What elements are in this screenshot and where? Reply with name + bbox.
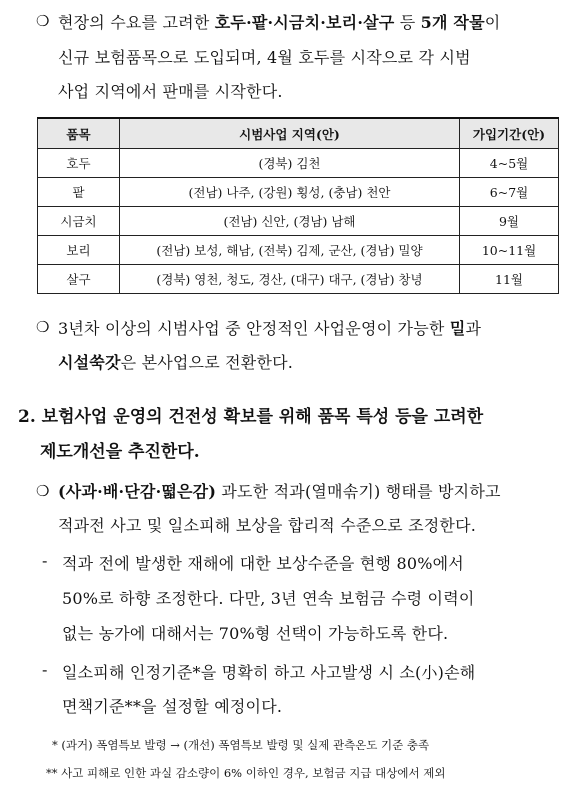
pilot-region-table [37,117,559,294]
dash-item-2-line-1: 일소피해 인정기준*을 명확히 하고 사고발생 시 소(小)손해 [62,663,476,682]
crop-count-bold: 5개 작물 [420,13,485,32]
footnote-2: ** 사고 피해로 인한 과실 감소량이 6% 이하인 경우, 보험금 지급 대상에서 제외 [46,766,446,780]
cell-crop: 살구 [38,265,120,294]
text-segment: 이 [484,13,501,32]
paragraph-1-line-3: 사업 지역에서 판매를 시작한다. [58,82,283,101]
bullet-icon: ❍ [36,482,50,500]
table-header-row [38,118,559,149]
bullet-icon: ❍ [36,12,50,30]
bullet-icon: ❍ [36,318,50,336]
table-row [38,236,559,265]
dash-item-2-line-2: 면책기준**을 설정할 예정이다. [62,697,283,716]
cell-period: 4~5월 [460,149,559,178]
section-2-heading-line-2: 제도개선을 추진한다. [40,442,200,462]
table-row [38,178,559,207]
paragraph-1-line-1 [58,10,500,33]
dash-marker: - [42,551,48,570]
header-crop: 품목 [38,118,120,149]
cell-region: (경북) 김천 [120,149,460,178]
header-region: 시범사업 지역(안) [120,118,460,149]
fruit-list-bold: (사과·배·단감·떫은감) [58,482,217,501]
text-segment: 은 본사업으로 전환한다. [120,353,294,372]
dash-item-1-line-2: 50%로 하향 조정한다. 다만, 3년 연속 보험금 수령 이력이 [62,589,475,608]
cell-period: 6~7월 [460,178,559,207]
paragraph-3-line-1 [58,479,501,502]
dash-item-1-line-1: 적과 전에 발생한 재해에 대한 보상수준을 현행 80%에서 [62,554,464,573]
footnote-1: * (과거) 폭염특보 발령 → (개선) 폭염특보 발령 및 실제 관측온도 기준 충족 [52,738,430,752]
text-segment: 3년차 이상의 시범사업 중 안정적인 사업운영이 가능한 [58,319,450,338]
table-row [38,207,559,236]
section-2-heading-line-1: 2. 보험사업 운영의 건전성 확보를 위해 품목 특성 등을 고려한 [18,407,484,427]
cell-region: (전남) 보성, 해남, (전북) 김제, 군산, (경남) 밀양 [120,236,460,265]
header-period: 가입기간(안) [460,118,559,149]
crop-garland-chrysanthemum-bold: 시설쑥갓 [58,353,121,372]
dash-item-1-line-3: 없는 농가에 대해서는 70%형 선택이 가능하도록 한다. [62,624,449,643]
text-segment: 과도한 적과(열매솎기) 행태를 방지하고 [216,482,501,501]
paragraph-2-line-2 [58,350,293,373]
paragraph-3-line-2: 적과전 사고 및 일소피해 보상을 합리적 수준으로 조정한다. [58,516,477,535]
dash-marker: - [42,660,48,679]
cell-region: (경북) 영천, 청도, 경산, (대구) 대구, (경남) 창녕 [120,265,460,294]
text-segment: 과 [465,319,482,338]
crop-list-bold: 호두·팥·시금치·보리·살구 [214,13,395,32]
cell-crop: 팥 [38,178,120,207]
cell-crop: 시금치 [38,207,120,236]
cell-crop: 호두 [38,149,120,178]
paragraph-1-line-2: 신규 보험품목으로 도입되며, 4월 호두를 시작으로 각 시범 [58,48,471,67]
cell-period: 10~11월 [460,236,559,265]
cell-region: (전남) 신안, (경남) 남해 [120,207,460,236]
text-segment: 등 [394,13,421,32]
cell-crop: 보리 [38,236,120,265]
cell-region: (전남) 나주, (강원) 횡성, (충남) 천안 [120,178,460,207]
cell-period: 11월 [460,265,559,294]
text-segment: 현장의 수요를 고려한 [58,13,215,32]
crop-wheat-bold: 밀 [449,319,466,338]
cell-period: 9월 [460,207,559,236]
paragraph-2-line-1 [58,316,481,339]
table-row [38,265,559,294]
table-row [38,149,559,178]
